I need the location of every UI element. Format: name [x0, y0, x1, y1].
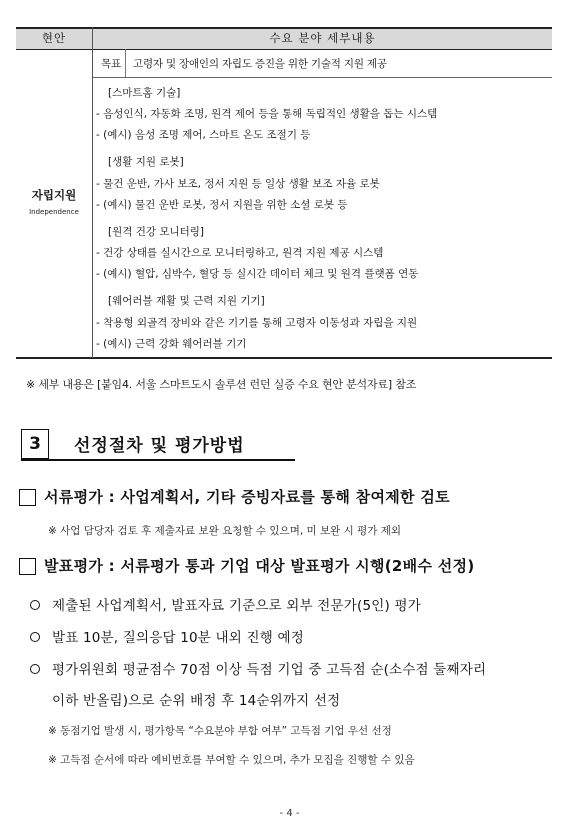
category-label: 자립지원	[31, 188, 77, 202]
checkbox-icon	[19, 558, 36, 575]
table-note: ※ 세부 내용은 [붙임4. 서울 스마트도시 솔루션 런던 실증 수요 현안 분석자료] 참조	[26, 378, 417, 391]
group-line: - 음성인식, 자동화 조명, 원격 제어 등을 통해 독립적인 생활을 돕는 시스템	[96, 108, 438, 120]
checkbox-icon	[19, 489, 36, 506]
demand-table	[16, 27, 552, 358]
circle-bullet-icon	[30, 600, 40, 610]
table-header-issue: 현안	[16, 27, 92, 49]
presentation-bullet: 발표 10분, 질의응답 10분 내외 진행 예정	[52, 630, 304, 646]
group-line: - (예시) 근력 강화 웨어러블 기기	[96, 338, 247, 350]
page-number: - 4 -	[279, 808, 300, 819]
group-line: - (예시) 물건 운반 로봇, 정서 지원을 위한 소셜 로봇 등	[96, 199, 348, 211]
group-heading-monitoring: [원격 건강 모니터링]	[108, 226, 205, 238]
category-sublabel: Independence	[29, 208, 79, 216]
circle-bullet-icon	[30, 664, 40, 674]
table-bottom-border	[16, 357, 552, 359]
goal-text: 고령자 및 장애인의 자립도 증진을 위한 기술적 지원 제공	[133, 58, 387, 70]
presentation-bullet: 제출된 사업계획서, 발표자료 기준으로 외부 전문가(5인) 평가	[52, 598, 421, 614]
presentation-bullet: 평가위원회 평균점수 70점 이상 득점 기업 중 고득점 순(소수점 둘째자리	[52, 662, 487, 678]
table-header-detail: 수요 분야 세부내용	[93, 27, 552, 49]
circle-bullet-icon	[30, 632, 40, 642]
group-heading-robot: [생활 지원 로봇]	[108, 156, 184, 168]
group-heading-wearable: [웨어러블 재활 및 근력 지원 기기]	[108, 295, 265, 307]
presentation-review-title: 발표평가 : 서류평가 통과 기업 대상 발표평가 시행(2배수 선정)	[44, 557, 475, 575]
table-top-border	[16, 27, 552, 29]
table-column-divider	[92, 27, 93, 358]
table-header-border	[16, 49, 552, 50]
section-title-underline	[21, 459, 295, 461]
presentation-bullet-continued: 이하 반올림)으로 순위 배정 후 14순위까지 선정	[52, 693, 341, 709]
goal-row-border	[93, 77, 552, 78]
group-line: - (예시) 음성 조명 제어, 스마트 온도 조절기 등	[96, 129, 311, 141]
goal-label-divider	[125, 49, 126, 77]
presentation-note: ※ 고득점 순서에 따라 예비번호를 부여할 수 있으며, 추가 모집을 진행할 수 있음	[48, 754, 415, 766]
document-review-title: 서류평가 : 사업계획서, 기타 증빙자료를 통해 참여제한 검토	[44, 488, 450, 506]
goal-label: 목표	[101, 58, 121, 70]
group-line: - 착용형 외골격 장비와 같은 기기를 통해 고령자 이동성과 자립을 지원	[96, 317, 418, 329]
group-heading-smarthome: [스마트홈 기술]	[108, 87, 181, 99]
group-line: - 건강 상태를 실시간으로 모니터링하고, 원격 지원 제공 시스템	[96, 247, 384, 259]
presentation-note: ※ 동점기업 발생 시, 평가항목 “수요분야 부합 여부” 고득점 기업 우선 선정	[48, 725, 392, 737]
section-number: 3	[21, 429, 49, 459]
group-line: - 물건 운반, 가사 보조, 정서 지원 등 일상 생활 보조 자율 로봇	[96, 178, 380, 190]
group-line: - (예시) 혈압, 심박수, 혈당 등 실시간 데이터 체크 및 원격 플랫폼 연동	[96, 268, 419, 280]
section-title: 선정절차 및 평가방법	[74, 436, 245, 456]
document-review-note: ※ 사업 담당자 검토 후 제출자료 보완 요청할 수 있으며, 미 보완 시 평가 제외	[48, 525, 402, 537]
